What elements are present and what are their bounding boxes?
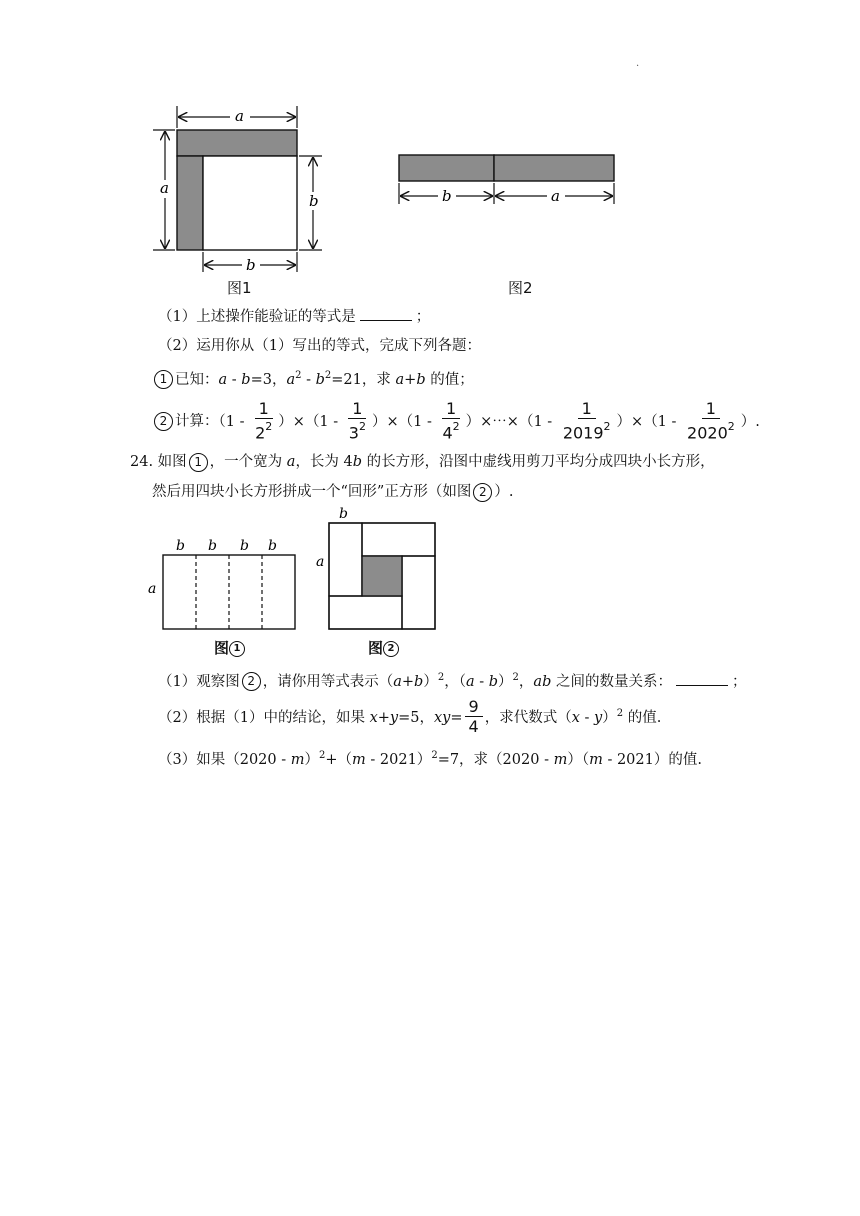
- figure-2: [394, 150, 620, 210]
- fig1-label-b-right: b: [309, 192, 319, 210]
- q24-line2: 然后用四块小长方形拼成一个“回形”正方形（如图 2 ）.: [152, 484, 514, 500]
- figure-circle-2: [312, 504, 442, 634]
- header-mark: .: [636, 58, 640, 69]
- q23-sub1: 1 已知：a - b=3，$a^2 - b^2=21$，求 a+b 的值；: [152, 366, 474, 390]
- fig1-caption: 图1: [227, 279, 252, 297]
- figure-1: [150, 104, 330, 274]
- fig1-label-a-left: a: [160, 179, 169, 197]
- q23-sub2: 2 计算：（1 - $\frac{1}{2^2}$ ）×（1 - $\frac{1}{3^2}$ ）×（1 - $\frac{1}{4^2}$ ）×⋯×（1 - $\frac{1}{2019^2}$ ）×（1 - $\frac{1}{2020^2}$ ）.: [152, 400, 760, 443]
- circled-number-1: 1: [189, 453, 208, 472]
- fig2-rect-a: [494, 155, 614, 181]
- figB-caption: 图 2: [368, 637, 399, 658]
- q24-part1: （1）观察图 2 ，请你用等式表示$(a+b)^2$，（a - b）$^2$，ab 之间的数量关系： ；: [158, 672, 747, 690]
- figA-caption: 图 1: [214, 637, 245, 658]
- fraction: $\frac{1}{3^2}$: [348, 399, 366, 443]
- figA-b-label: b: [268, 538, 277, 554]
- fraction: $\frac{1}{2020^2}$: [687, 399, 735, 443]
- answer-blank-2: [676, 671, 728, 686]
- figure-circle-1: [144, 536, 304, 634]
- product-term: （1 - $\frac{1}{4^2}$ ）×⋯×: [398, 399, 519, 443]
- q24-part3: （3）如果（2020 - m）$^2$+（m - 2021）$^2$=7，求（2020 - m）（m - 2021）的值.: [158, 750, 702, 768]
- circled-number-2: 2: [242, 672, 261, 691]
- fig2-label-b: b: [442, 187, 452, 205]
- fraction: $\frac{1}{2^2}$: [255, 399, 273, 443]
- fig1-label-a-top: a: [235, 107, 244, 125]
- product-term: （1 - $\frac{1}{3^2}$ ）×: [304, 399, 399, 443]
- fig2-label-a: a: [551, 187, 560, 205]
- figB-center-shaded: [362, 556, 402, 596]
- circled-number-1: 1: [154, 370, 173, 389]
- figB-b-label: b: [339, 506, 348, 522]
- fraction: $\frac{1}{2019^2}$: [562, 399, 611, 443]
- figA-b-label: b: [208, 538, 217, 554]
- product-term: （1 - $\frac{1}{2019^2}$ ）×: [518, 399, 644, 443]
- fraction-nine-fourths: $\frac{9}{4}$: [465, 698, 483, 737]
- q24-part2: （2）根据（1）中的结论，如果 x+y=5，xy= $\frac{9}{4}$ ，求代数式（x - y）$^2$ 的值.: [158, 697, 662, 737]
- figA-b-label: b: [176, 538, 185, 554]
- fig2-rect-b: [399, 155, 494, 181]
- product-term: （1 - $\frac{1}{2020^2}$ ）.: [643, 399, 760, 443]
- circled-number-2: 2: [154, 412, 173, 431]
- figA-a-label: a: [148, 581, 157, 597]
- q23-part2: （2）运用你从（1）写出的等式，完成下列各题：: [158, 338, 481, 354]
- circled-number-2: 2: [473, 483, 492, 502]
- fig1-label-b-bottom: b: [246, 256, 256, 274]
- fig1-inner-square: [203, 156, 297, 250]
- fraction: $\frac{1}{4^2}$: [442, 399, 460, 443]
- product-term: （1 - $\frac{1}{2^2}$ ）×: [218, 399, 305, 443]
- q23-part1: （1）上述操作能验证的等式是 ；: [158, 306, 430, 327]
- q24-line1: 24. 如图 1 ，一个宽为 a，长为 4b 的长方形，沿图中虚线用剪刀平均分成四块小长方形，: [130, 454, 715, 470]
- figA-b-label: b: [240, 538, 249, 554]
- fig1-left-shaded: [177, 156, 203, 250]
- fig2-caption: 图2: [508, 279, 533, 297]
- fig1-top-shaded: [177, 130, 297, 156]
- figB-a-label: a: [316, 554, 325, 570]
- answer-blank-1: [360, 306, 412, 321]
